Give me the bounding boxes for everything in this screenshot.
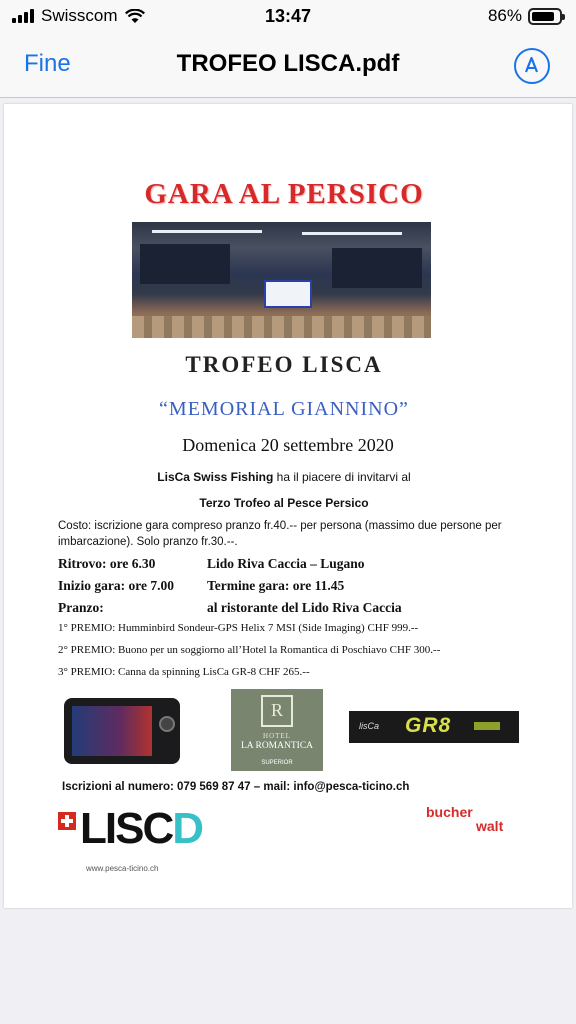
sponsor-line1: bucher: [426, 804, 473, 820]
battery-percent: 86%: [487, 6, 522, 25]
status-time: 13:47: [264, 6, 312, 26]
prize-line: [58, 666, 538, 678]
prize-label: 1° PREMIO:: [58, 622, 116, 634]
organizer-name: LisCa Swiss Fishing: [157, 470, 274, 484]
swiss-flag-icon: [58, 812, 76, 830]
hotel-initial: R: [270, 700, 283, 720]
fishfinder-screen: [72, 706, 152, 756]
status-bar: [0, 0, 576, 34]
shelf: [140, 244, 230, 284]
lisca-logo: [58, 804, 203, 876]
schedule-left: Inizio gara: ore 7.00: [58, 578, 174, 593]
prize-line: [58, 622, 538, 634]
event-date: Domenica 20 settembre 2020: [182, 435, 394, 455]
gr8-logo: [349, 711, 519, 743]
schedule-left: Ritrovo: ore 6.30: [58, 556, 156, 571]
event-name: Terzo Trofeo al Pesce Persico: [199, 496, 369, 510]
rug: [132, 316, 431, 338]
schedule-right: Lido Riva Caccia – Lugano: [207, 556, 365, 571]
lisca-url: www.pesca-ticino.ch: [86, 864, 159, 873]
trophy-title: TROFEO LISCA: [185, 352, 383, 377]
status-right: [488, 6, 562, 26]
prize-text: Canna da spinning LisCa GR-8 CHF 265.--: [115, 666, 310, 678]
sponsor-logo: [426, 804, 524, 842]
lisca-word: LISC: [80, 804, 173, 853]
navigation-bar: [0, 34, 576, 98]
prize-label: 2° PREMIO:: [58, 644, 116, 656]
lisca-wordmark: [80, 804, 202, 854]
prize-text: Humminbird Sondeur-GPS Helix 7 MSI (Side Imaging) CHF 999.--: [115, 622, 419, 634]
cost-text: Costo: iscrizione gara compreso pranzo fr.40.-- per persona (massimo due persone per imbarcazione). Solo pranzo fr.30.--.: [58, 520, 502, 548]
schedule-left: Pranzo:: [58, 600, 104, 615]
hotel-logo-name: LA ROMANTICA: [240, 741, 314, 751]
contact-line: Iscrizioni al numero: 079 569 87 47 – mail: info@pesca-ticino.ch: [62, 781, 410, 793]
fishfinder-image: [64, 698, 180, 764]
carrier-label: Swisscom: [41, 6, 118, 25]
hotel-logo-grade: SUPERIOR: [261, 760, 293, 766]
shelf: [332, 248, 422, 288]
hotel-emblem: [261, 695, 293, 727]
battery-icon: [528, 8, 562, 25]
sponsor-line2: walt: [476, 818, 504, 834]
ceiling-light: [152, 230, 262, 233]
document-title: TROFEO LISCA.pdf: [176, 50, 400, 77]
battery-fill: [532, 12, 554, 21]
done-button[interactable]: Fine: [24, 50, 71, 77]
lisca-accent: D: [172, 804, 203, 853]
prize-text: Buono per un soggiorno all’Hotel la Romantica di Poschiavo CHF 300.--: [115, 644, 441, 656]
hotel-logo-line: HOTEL: [263, 732, 291, 740]
gr8-mark: GR8: [405, 714, 452, 737]
invite-text: [4, 470, 564, 484]
ceiling-light: [302, 232, 402, 235]
fishfinder-knob: [159, 716, 175, 732]
prize-label: 3° PREMIO:: [58, 666, 116, 678]
shop-banner: [264, 280, 312, 308]
markup-pen-icon: [516, 50, 547, 81]
shop-photo: [132, 222, 431, 338]
flyer-title: GARA AL PERSICO: [144, 178, 424, 210]
invite-rest: ha il piacere di invitarvi al: [273, 470, 411, 484]
gr8-badge: [474, 722, 500, 730]
markup-button[interactable]: [514, 48, 550, 84]
pdf-page[interactable]: [4, 104, 572, 908]
hotel-logo: [231, 689, 323, 771]
schedule-right: al ristorante del Lido Riva Caccia: [207, 600, 402, 615]
gr8-brand: lisCa: [359, 721, 380, 731]
schedule-right: Termine gara: ore 11.45: [207, 578, 345, 593]
memorial-title: “MEMORIAL GIANNINO”: [159, 398, 409, 420]
prize-line: [58, 644, 538, 656]
